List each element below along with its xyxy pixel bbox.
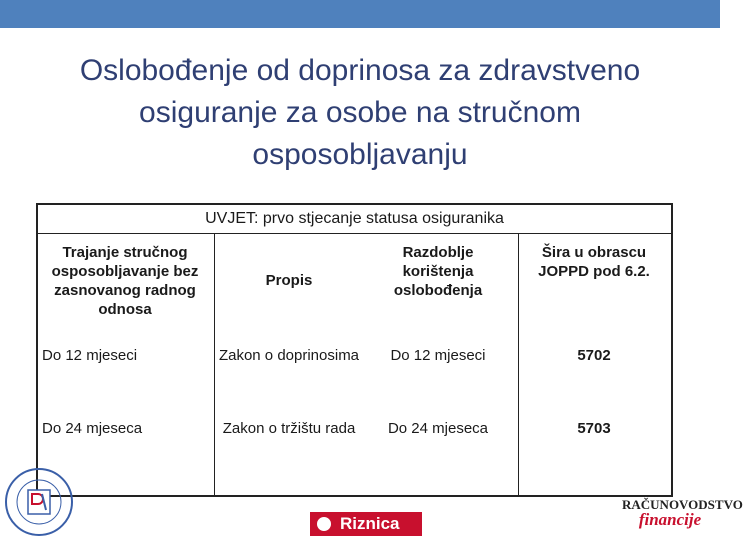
header-trajanje: Trajanje stručnog osposobljavanje bez zasnovanog radnog odnosa <box>51 244 199 318</box>
table-row-2-trajanje: Do 24 mjeseca <box>42 420 143 437</box>
racunovodstvo-logo: RAČUNOVODSTVO financije <box>622 497 743 529</box>
institution-seal-logo <box>2 466 76 538</box>
header-razdoblje: Razdoblje korištenja oslobođenja <box>393 244 483 299</box>
riznica-emblem-icon <box>315 515 333 533</box>
column-divider <box>214 234 215 495</box>
column-divider <box>518 234 519 495</box>
slide-title: Oslobođenje od doprinosa za zdravstveno osiguranje za osobe na stručnom osposobljavanju <box>79 54 641 171</box>
table-condition-row: UVJET: prvo stjecanje statusa osiguranika <box>38 205 671 234</box>
table-row-2-propis: Zakon o tržištu rada <box>222 420 356 437</box>
table-row-1-propis: Zakon o doprinosima <box>218 347 360 364</box>
top-accent-bar <box>0 0 720 28</box>
header-propis: Propis <box>265 272 313 289</box>
header-sifra: Šira u obrascu JOPPD pod 6.2. <box>538 244 650 280</box>
table-row-2-sifra: 5703 <box>577 420 611 437</box>
table-row-1-sifra: 5702 <box>577 347 611 364</box>
data-table <box>36 203 673 497</box>
table-row-1-razdoblje: Do 12 mjeseci <box>390 347 486 364</box>
riznica-logo: Riznica <box>310 512 422 536</box>
table-row-1-trajanje: Do 12 mjeseci <box>42 347 138 364</box>
table-row-2-razdoblje: Do 24 mjeseca <box>387 420 489 437</box>
